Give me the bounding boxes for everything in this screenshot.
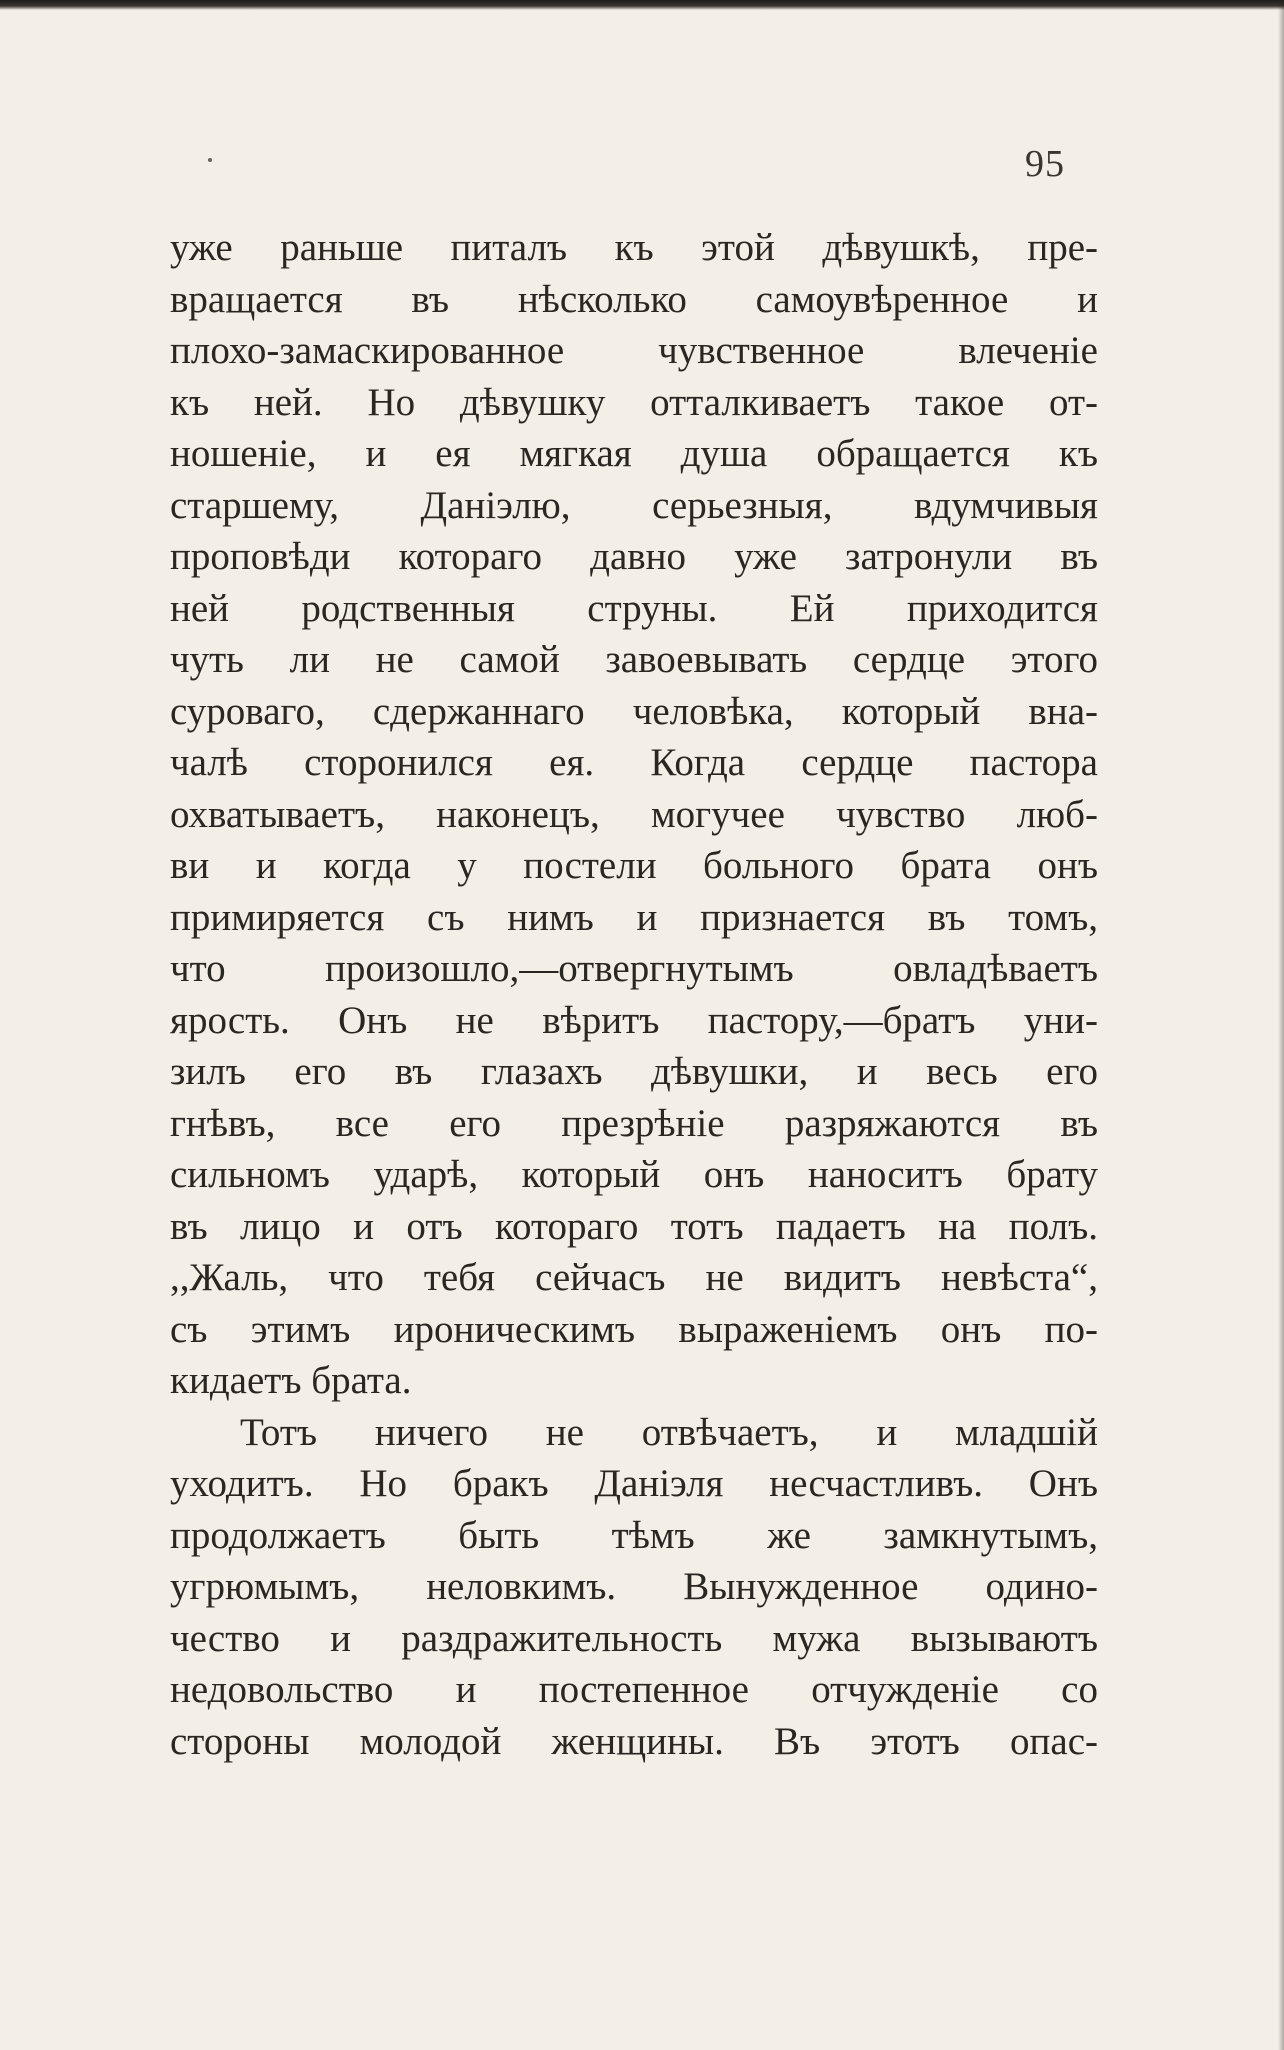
text-line: уже раньше питалъ къ этой дѣвушкѣ, пре- <box>170 226 1098 269</box>
page-right-edge <box>1278 0 1284 2050</box>
text-line: что произошло,—отвергнутымъ овладѣваетъ <box>170 947 1098 990</box>
text-line: суроваго, сдержаннаго человѣка, который вна- <box>170 689 1098 733</box>
text-line: проповѣди котораго давно уже затронули въ <box>170 535 1098 578</box>
text-line: ярость. Онъ не вѣритъ пастору,—братъ уни- <box>170 998 1098 1042</box>
text-line: ,,Жаль, что тебя сейчасъ не видитъ невѣста“, <box>170 1256 1098 1299</box>
text-line: чуть ли не самой завоевывать сердце этого <box>170 638 1098 681</box>
text-line: въ лицо и отъ котораго тотъ падаетъ на полъ. <box>170 1204 1098 1248</box>
text-line: кидаетъ брата. <box>170 1359 412 1402</box>
text-line: продолжаетъ быть тѣмъ же замкнутымъ, <box>170 1513 1098 1557</box>
text-line: чество и раздражительность мужа вызываютъ <box>170 1616 1098 1660</box>
text-line: старшему, Даніэлю, серьезныя, вдумчивыя <box>170 483 1098 527</box>
page-number: 95 <box>1025 143 1065 185</box>
text-line: сильномъ ударѣ, который онъ наноситъ брату <box>170 1153 1098 1196</box>
text-line: плохо-замаскированное чувственное влеченіе <box>170 329 1098 372</box>
text-line: Тотъ ничего не отвѣчаетъ, и младшій <box>240 1410 1098 1454</box>
text-line: зилъ его въ глазахъ дѣвушки, и весь его <box>170 1050 1098 1093</box>
text-line: съ этимъ ироническимъ выраженіемъ онъ по- <box>170 1307 1098 1351</box>
text-line: угрюмымъ, неловкимъ. Вынужденное одино- <box>170 1565 1098 1608</box>
text-line: чалѣ сторонился ея. Когда сердце пастора <box>170 741 1098 784</box>
page-top-edge <box>0 0 1284 10</box>
text-line: гнѣвъ, все его презрѣніе разряжаются въ <box>170 1101 1098 1145</box>
text-line: ви и когда у постели больного брата онъ <box>170 844 1098 887</box>
text-line: уходитъ. Но бракъ Даніэля несчастливъ. Онъ <box>170 1462 1098 1505</box>
text-line: примиряется съ нимъ и признается въ томъ, <box>170 895 1098 939</box>
text-line: охватываетъ, наконецъ, могучее чувство люб- <box>170 792 1098 836</box>
text-line: ней родственныя струны. Ей приходится <box>170 586 1098 630</box>
text-line: недовольство и постепенное отчужденіе со <box>170 1668 1098 1711</box>
body-text <box>170 222 1098 1767</box>
text-line: стороны молодой женщины. Въ этотъ опас- <box>170 1719 1098 1763</box>
text-line: ношеніе, и ея мягкая душа обращается къ <box>170 432 1098 475</box>
text-line: вращается въ нѣсколько самоувѣренное и <box>170 277 1098 321</box>
text-line: къ ней. Но дѣвушку отталкиваетъ такое от- <box>170 380 1098 424</box>
speck-mark <box>208 158 212 162</box>
